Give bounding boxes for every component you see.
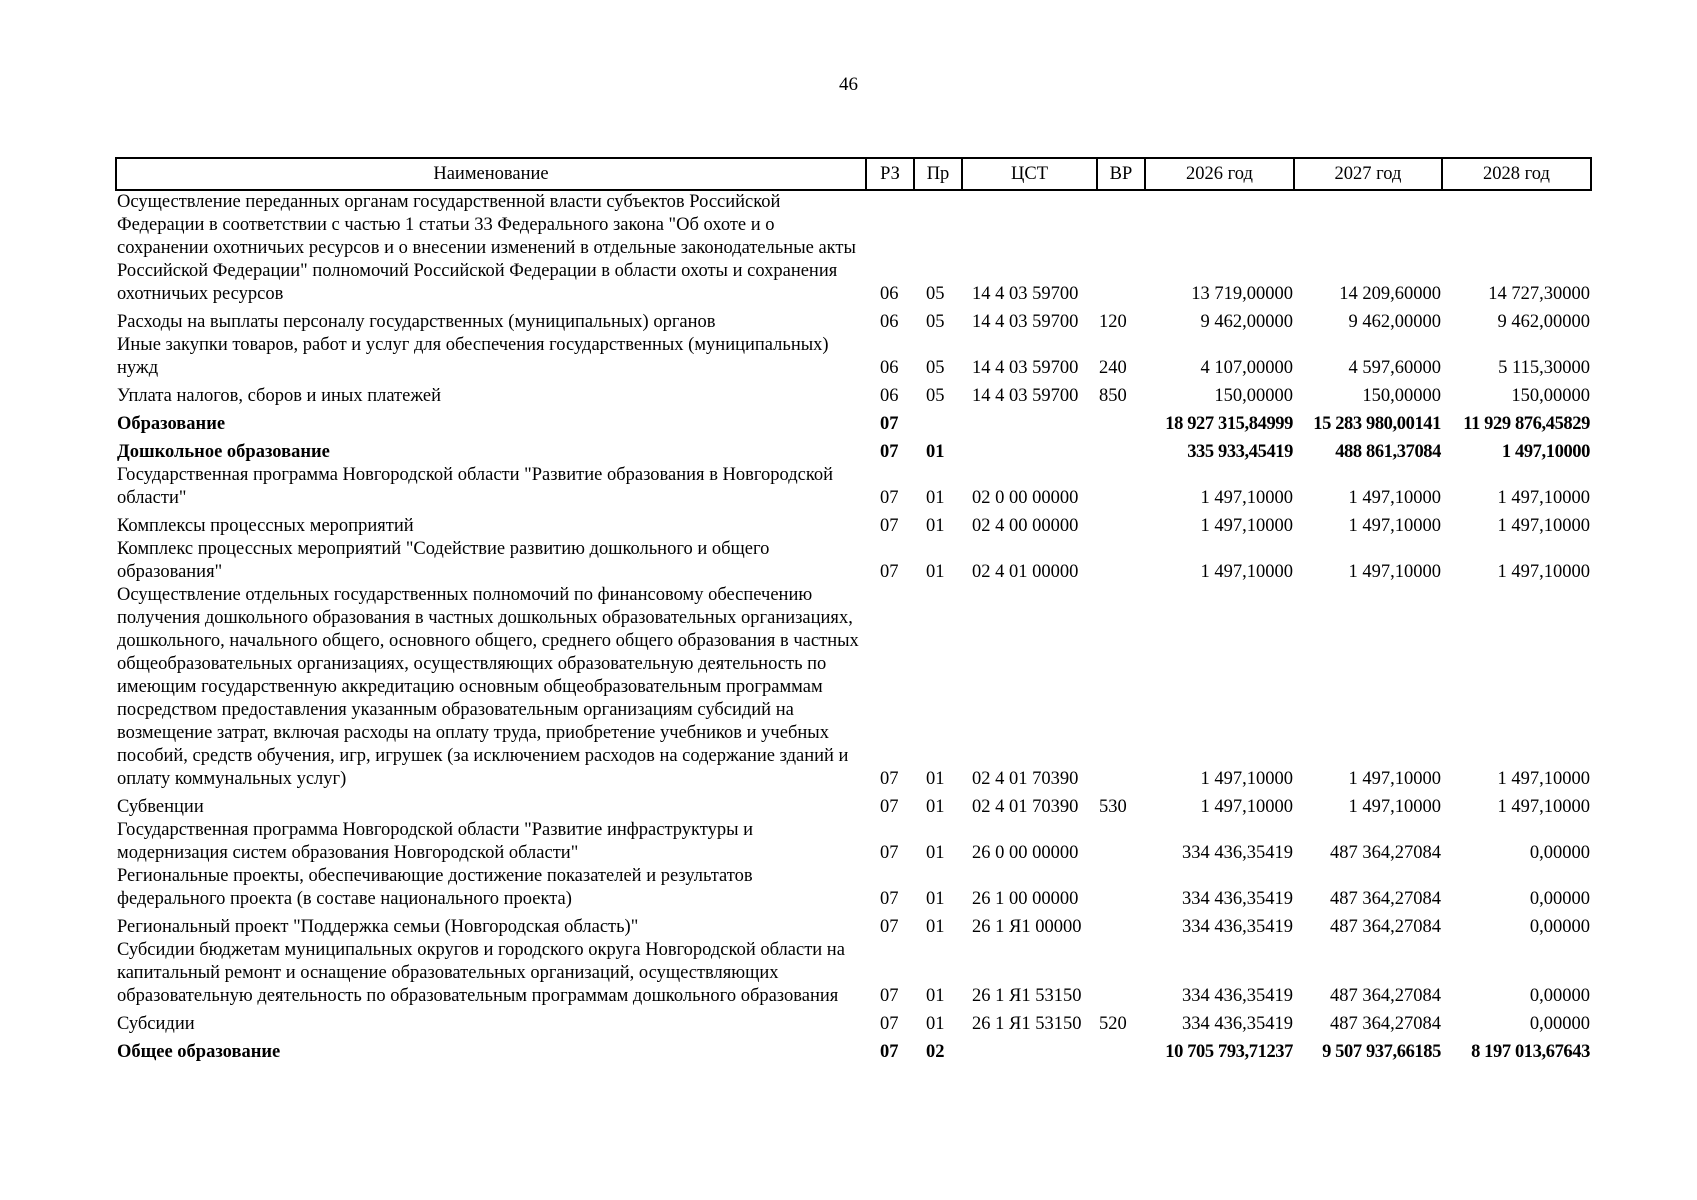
row-pr: 01 xyxy=(926,442,945,462)
row-amount-2028: 1 497,10000 xyxy=(1497,562,1590,582)
row-amount-2028: 1 497,10000 xyxy=(1497,797,1590,817)
row-pr: 01 xyxy=(926,516,945,536)
row-vr xyxy=(1097,510,1145,538)
header-rz: РЗ xyxy=(866,158,914,190)
row-vr xyxy=(1097,911,1145,939)
row-vr xyxy=(1097,819,1145,865)
row-amount-2026: 1 497,10000 xyxy=(1200,562,1293,582)
table-row xyxy=(116,584,1591,791)
row-name: Образование xyxy=(117,414,226,434)
row-cst: 02 4 01 70390 xyxy=(972,769,1079,789)
row-amount-2027: 150,00000 xyxy=(1362,386,1441,406)
row-name: Субсидии бюджетам муниципальных округов и городского округа Новгородской области на капитальный ремонт и оснащение образовательных организаций, осуществляющих образовательную деятельность по образовательным программам дошкольного образования xyxy=(117,940,845,1006)
row-vr xyxy=(1097,464,1145,510)
row-amount-2028: 0,00000 xyxy=(1529,1014,1590,1034)
table-row xyxy=(116,464,1591,510)
row-amount-2028: 8 197 013,67643 xyxy=(1471,1042,1590,1062)
row-rz: 07 xyxy=(880,1014,899,1034)
row-amount-2028: 0,00000 xyxy=(1529,889,1590,909)
row-cst: 14 4 03 59700 xyxy=(972,284,1079,304)
row-name: Осуществление переданных органам государственной власти субъектов Российской Федерации в соответствии с частью 1 статьи 33 Федерального закона "Об охоте и о сохранении охотничьих ресурсов и о внесении изменений в отдельные законодательные акты Российской Федерации" полномочий Российской Федерации в области охоты и сохранения охотничьих ресурсов xyxy=(117,192,856,304)
row-name: Уплата налогов, сборов и иных платежей xyxy=(117,386,442,406)
row-amount-2026: 334 436,35419 xyxy=(1182,1014,1293,1034)
row-amount-2028: 1 497,10000 xyxy=(1501,442,1590,462)
row-cst: 26 0 00 00000 xyxy=(972,843,1079,863)
row-amount-2026: 10 705 793,71237 xyxy=(1165,1042,1293,1062)
row-rz: 07 xyxy=(880,797,899,817)
table-row xyxy=(116,538,1591,584)
row-pr: 05 xyxy=(926,386,945,406)
row-name: Государственная программа Новгородской области "Развитие инфраструктуры и модернизация систем образования Новгородской области" xyxy=(117,820,754,863)
row-amount-2027: 1 497,10000 xyxy=(1348,488,1441,508)
row-amount-2027: 4 597,60000 xyxy=(1348,358,1441,378)
row-vr: 530 xyxy=(1099,797,1127,817)
header-2028: 2028 год xyxy=(1442,158,1591,190)
row-amount-2027: 1 497,10000 xyxy=(1348,769,1441,789)
row-cst: 14 4 03 59700 xyxy=(972,312,1079,332)
row-amount-2028: 9 462,00000 xyxy=(1497,312,1590,332)
row-vr xyxy=(1097,939,1145,1008)
table-row xyxy=(116,911,1591,939)
table-row xyxy=(116,819,1591,865)
row-amount-2027: 1 497,10000 xyxy=(1348,562,1441,582)
row-amount-2027: 1 497,10000 xyxy=(1348,797,1441,817)
row-amount-2028: 150,00000 xyxy=(1511,386,1590,406)
table-row xyxy=(116,408,1591,436)
row-vr xyxy=(1097,538,1145,584)
row-vr: 240 xyxy=(1099,358,1127,378)
row-name: Региональный проект "Поддержка семьи (Новгородская область)" xyxy=(117,917,639,937)
budget-table xyxy=(115,157,1592,1064)
row-amount-2026: 334 436,35419 xyxy=(1182,889,1293,909)
row-pr: 01 xyxy=(926,843,945,863)
row-amount-2027: 15 283 980,00141 xyxy=(1313,414,1441,434)
row-name: Региональные проекты, обеспечивающие достижение показателей и результатов федерального проекта (в составе национального проекта) xyxy=(117,866,753,909)
row-rz: 07 xyxy=(880,917,899,937)
table-body xyxy=(116,190,1591,1064)
row-amount-2027: 14 209,60000 xyxy=(1339,284,1441,304)
row-name: Осуществление отдельных государственных полномочий по финансовому обеспечению получения дошкольного образования в частных дошкольных образовательных организациях, дошкольного, начального общего, основного общего, среднего общего образования в частных общеобразовательных организациях, осуществляющих образовательную деятельность по имеющим государственную аккредитацию основным общеобразовательным программам посредством предоставления указанным образовательным организациям субсидий на возмещение затрат, включая расходы на оплату труда, приобретение учебников и учебных пособий, средств обучения, игр, игрушек (за исключением расходов на содержание зданий и оплату коммунальных услуг) xyxy=(117,585,859,789)
row-pr: 02 xyxy=(926,1042,945,1062)
row-amount-2026: 18 927 315,84999 xyxy=(1165,414,1293,434)
row-cst xyxy=(962,408,1097,436)
row-amount-2028: 1 497,10000 xyxy=(1497,769,1590,789)
row-amount-2027: 487 364,27084 xyxy=(1330,986,1441,1006)
row-amount-2028: 0,00000 xyxy=(1529,986,1590,1006)
row-cst: 02 4 00 00000 xyxy=(972,516,1079,536)
row-amount-2028: 14 727,30000 xyxy=(1488,284,1590,304)
row-cst: 02 4 01 00000 xyxy=(972,562,1079,582)
row-amount-2026: 1 497,10000 xyxy=(1200,516,1293,536)
row-rz: 07 xyxy=(880,562,899,582)
row-name: Иные закупки товаров, работ и услуг для обеспечения государственных (муниципальных) нужд xyxy=(117,335,829,378)
row-amount-2026: 150,00000 xyxy=(1214,386,1293,406)
table-row xyxy=(116,190,1591,306)
table-row xyxy=(116,306,1591,334)
row-pr: 01 xyxy=(926,986,945,1006)
row-rz: 06 xyxy=(880,284,899,304)
row-amount-2026: 1 497,10000 xyxy=(1200,797,1293,817)
row-cst xyxy=(962,436,1097,464)
header-pr: Пр xyxy=(914,158,962,190)
row-pr: 05 xyxy=(926,312,945,332)
row-cst: 26 1 Я1 53150 xyxy=(972,986,1082,1006)
row-rz: 07 xyxy=(880,414,899,434)
row-amount-2026: 335 933,45419 xyxy=(1187,442,1293,462)
header-name: Наименование xyxy=(116,158,866,190)
header-2026: 2026 год xyxy=(1145,158,1294,190)
row-amount-2028: 11 929 876,45829 xyxy=(1463,414,1590,434)
row-amount-2027: 488 861,37084 xyxy=(1335,442,1441,462)
row-name: Дошкольное образование xyxy=(117,442,330,462)
row-amount-2026: 1 497,10000 xyxy=(1200,769,1293,789)
row-name: Комплекс процессных мероприятий "Содействие развитию дошкольного и общего образования" xyxy=(117,539,770,582)
row-amount-2026: 9 462,00000 xyxy=(1200,312,1293,332)
row-amount-2026: 1 497,10000 xyxy=(1200,488,1293,508)
header-cst: ЦСТ xyxy=(962,158,1097,190)
row-amount-2027: 9 507 937,66185 xyxy=(1322,1042,1441,1062)
row-pr: 01 xyxy=(926,797,945,817)
table-row xyxy=(116,939,1591,1008)
row-cst: 26 1 Я1 53150 xyxy=(972,1014,1082,1034)
row-name: Субвенции xyxy=(117,797,204,817)
row-amount-2028: 5 115,30000 xyxy=(1498,358,1590,378)
row-amount-2027: 487 364,27084 xyxy=(1330,843,1441,863)
row-pr: 01 xyxy=(926,917,945,937)
row-rz: 07 xyxy=(880,889,899,909)
row-vr: 520 xyxy=(1099,1014,1127,1034)
row-amount-2028: 0,00000 xyxy=(1529,917,1590,937)
row-amount-2026: 334 436,35419 xyxy=(1182,986,1293,1006)
row-rz: 06 xyxy=(880,312,899,332)
row-amount-2027: 487 364,27084 xyxy=(1330,889,1441,909)
row-amount-2027: 9 462,00000 xyxy=(1348,312,1441,332)
row-name: Общее образование xyxy=(117,1042,281,1062)
row-amount-2026: 13 719,00000 xyxy=(1191,284,1293,304)
table-row xyxy=(116,436,1591,464)
row-pr xyxy=(914,408,962,436)
table-row xyxy=(116,791,1591,819)
row-amount-2027: 487 364,27084 xyxy=(1330,917,1441,937)
row-amount-2026: 334 436,35419 xyxy=(1182,917,1293,937)
row-rz: 07 xyxy=(880,516,899,536)
row-rz: 07 xyxy=(880,986,899,1006)
row-cst: 26 1 Я1 00000 xyxy=(972,917,1082,937)
row-amount-2026: 4 107,00000 xyxy=(1200,358,1293,378)
row-vr xyxy=(1097,865,1145,911)
row-vr: 850 xyxy=(1099,386,1127,406)
header-vr: ВР xyxy=(1097,158,1145,190)
row-amount-2028: 1 497,10000 xyxy=(1497,516,1590,536)
row-vr xyxy=(1097,1036,1145,1064)
row-vr xyxy=(1097,436,1145,464)
row-rz: 07 xyxy=(880,843,899,863)
row-pr: 05 xyxy=(926,284,945,304)
row-rz: 07 xyxy=(880,1042,899,1062)
row-amount-2026: 334 436,35419 xyxy=(1182,843,1293,863)
row-rz: 06 xyxy=(880,386,899,406)
row-pr: 01 xyxy=(926,889,945,909)
row-cst: 02 4 01 70390 xyxy=(972,797,1079,817)
row-amount-2028: 1 497,10000 xyxy=(1497,488,1590,508)
table-row xyxy=(116,380,1591,408)
table-row xyxy=(116,334,1591,380)
row-pr: 01 xyxy=(926,562,945,582)
row-name: Комплексы процессных мероприятий xyxy=(117,516,414,536)
row-vr xyxy=(1097,190,1145,306)
table-row xyxy=(116,1036,1591,1064)
row-rz: 06 xyxy=(880,358,899,378)
row-rz: 07 xyxy=(880,488,899,508)
table-row xyxy=(116,510,1591,538)
row-pr: 01 xyxy=(926,769,945,789)
table-row xyxy=(116,865,1591,911)
row-vr xyxy=(1097,408,1145,436)
row-cst: 14 4 03 59700 xyxy=(972,358,1079,378)
row-cst: 14 4 03 59700 xyxy=(972,386,1079,406)
row-cst: 02 0 00 00000 xyxy=(972,488,1079,508)
row-name: Субсидии xyxy=(117,1014,195,1034)
page-number: 46 xyxy=(839,74,858,95)
row-rz: 07 xyxy=(880,442,899,462)
row-name: Государственная программа Новгородской области "Развитие образования в Новгородской области" xyxy=(117,465,834,508)
row-pr: 01 xyxy=(926,488,945,508)
row-pr: 05 xyxy=(926,358,945,378)
header-2027: 2027 год xyxy=(1294,158,1442,190)
table-header-row xyxy=(116,158,1591,190)
row-rz: 07 xyxy=(880,769,899,789)
row-name: Расходы на выплаты персоналу государственных (муниципальных) органов xyxy=(117,312,716,332)
row-cst: 26 1 00 00000 xyxy=(972,889,1079,909)
row-vr: 120 xyxy=(1099,312,1127,332)
row-amount-2027: 487 364,27084 xyxy=(1330,1014,1441,1034)
row-amount-2027: 1 497,10000 xyxy=(1348,516,1441,536)
table-row xyxy=(116,1008,1591,1036)
row-pr: 01 xyxy=(926,1014,945,1034)
row-amount-2028: 0,00000 xyxy=(1529,843,1590,863)
row-vr xyxy=(1097,584,1145,791)
row-cst xyxy=(962,1036,1097,1064)
